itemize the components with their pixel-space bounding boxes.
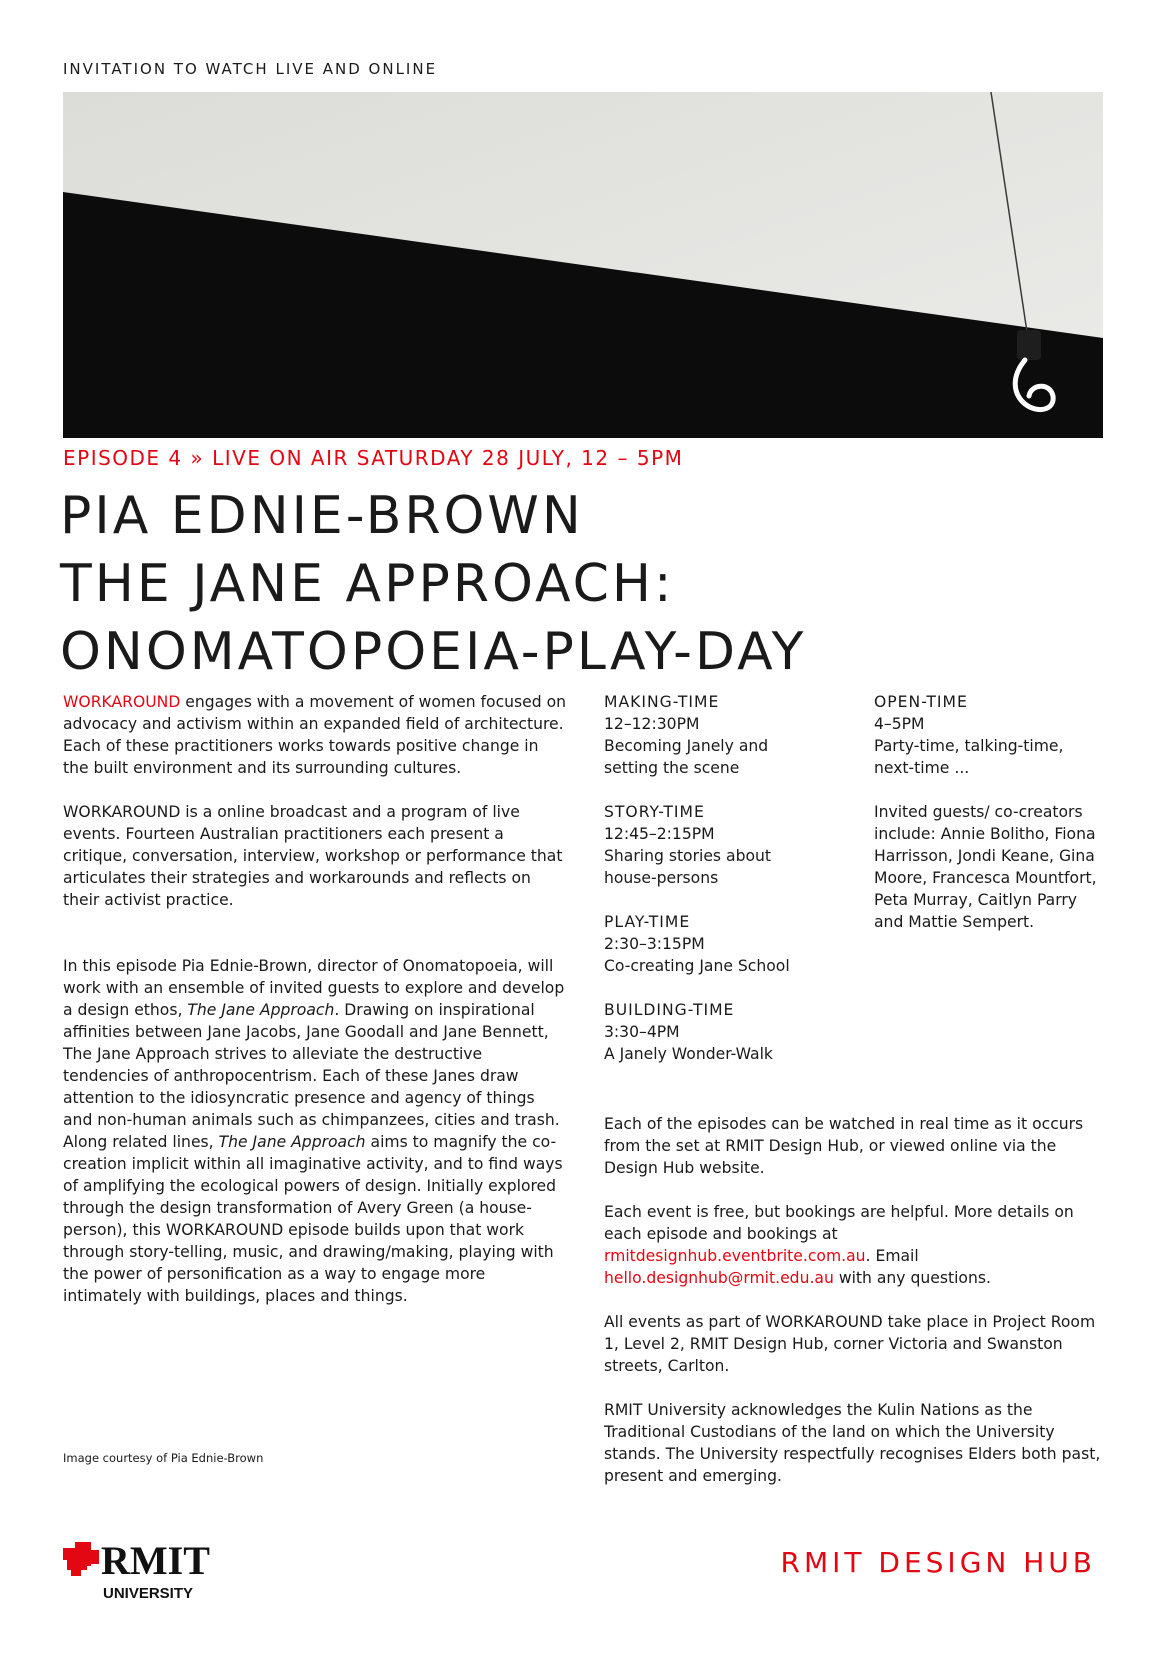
schedule-label: MAKING-TIME	[604, 693, 720, 711]
headline-line: PIA EDNIE-BROWN	[60, 486, 584, 546]
schedule-desc: Co-creating Jane School	[604, 957, 790, 975]
episode-line: EPISODE 4 » LIVE ON AIR SATURDAY 28 JULY, 12 – 5PM	[63, 446, 684, 470]
headline	[60, 482, 806, 686]
schedule-desc: A Janely Wonder-Walk	[604, 1045, 773, 1063]
headline-line: ONOMATOPOEIA-PLAY-DAY	[60, 622, 807, 682]
intro-paragraph: WORKAROUND engages with a movement of women focused on advocacy and activism within an expanded field of architecture. Each of these practitioners works towards positive change in the built environment and its surrounding cultures.	[63, 693, 567, 777]
acknowledgement: RMIT University acknowledges the Kulin Nations as the Traditional Custodians of the land on which the University stands. The University respectfully recognises Elders both past, present and emerging.	[604, 1401, 1101, 1485]
schedule-column	[604, 691, 864, 1087]
schedule-label: OPEN-TIME	[874, 693, 968, 711]
schedule-item	[604, 999, 864, 1065]
schedule-item	[604, 911, 864, 977]
logo-wordmark: RMIT	[101, 1538, 210, 1583]
rmit-logo	[63, 1538, 243, 1604]
schedule-desc: Party-time, talking-time, next-time ...	[874, 737, 1064, 777]
schedule-label: PLAY-TIME	[604, 913, 691, 931]
logo-subtitle: UNIVERSITY	[103, 1585, 194, 1602]
schedule-label: BUILDING-TIME	[604, 1001, 735, 1019]
schedule-time: 2:30–3:15PM	[604, 935, 705, 953]
schedule-item	[604, 801, 864, 889]
episode-paragraph: In this episode Pia Ednie-Brown, director of Onomatopoeia, will work with an ensemble of invited guests to explore and develop a design ethos, The Jane Approach. Drawing on inspirational affinities between Jane Jacobs, Jane Goodall and Jane Bennett, The Jane Approach strives to alleviate the destructive tendencies of anthropocentrism. Each of these Janes draw attention to the idiosyncratic presence and agency of things and non-human animals such as chimpanzees, cities and trash. Along related lines, The Jane Approach aims to magnify the co-creation implicit within all imaginative activity, and to find ways of amplifying the ecological powers of design. Initially explored through the design transformation of Avery Green (a house-person), this WORKAROUND episode builds upon that work through story-telling, music, and drawing/making, playing with the power of personification as a way to engage more intimately with buildings, places and things.	[63, 957, 565, 1305]
schedule-time: 4–5PM	[874, 715, 925, 733]
invitation-kicker: INVITATION TO WATCH LIVE AND ONLINE	[63, 60, 438, 78]
program-paragraph: WORKAROUND is a online broadcast and a program of live events. Fourteen Australian practitioners each present a critique, conversation, interview, workshop or performance that articulates their strategies and workarounds and reflects on their activist practice.	[63, 803, 563, 909]
booking-info: Each event is free, but bookings are helpful. More details on each episode and bookings at rmitdesignhub.eventbrite.com.au. Email hello.designhub@rmit.edu.au with any questions.	[604, 1203, 1074, 1287]
headline-line: THE JANE APPROACH:	[60, 554, 675, 614]
image-credit: Image courtesy of Pia Ednie-Brown	[63, 1451, 264, 1465]
email-link[interactable]: hello.designhub@rmit.edu.au	[604, 1269, 834, 1287]
schedule-item	[874, 691, 1114, 779]
schedule-time: 12:45–2:15PM	[604, 825, 715, 843]
body-column	[63, 691, 568, 1329]
open-time-column	[874, 691, 1114, 955]
info-column	[604, 1113, 1104, 1509]
guests-list: Invited guests/ co-creators include: Annie Bolitho, Fiona Harrisson, Jondi Keane, Gina Moore, Francesca Mountfort, Peta Murray, Caitlyn Parry and Mattie Sempert.	[874, 803, 1097, 931]
schedule-desc: Becoming Janely and setting the scene	[604, 737, 769, 777]
workaround-highlight: WORKAROUND	[63, 693, 181, 711]
design-hub-wordmark: RMIT DESIGN HUB	[780, 1546, 1096, 1579]
schedule-time: 12–12:30PM	[604, 715, 700, 733]
watch-info: Each of the episodes can be watched in real time as it occurs from the set at RMIT Design Hub, or viewed online via the Design Hub website.	[604, 1115, 1084, 1177]
venue-info: All events as part of WORKAROUND take place in Project Room 1, Level 2, RMIT Design Hub, corner Victoria and Swanston streets, Carlton.	[604, 1313, 1096, 1375]
schedule-label: STORY-TIME	[604, 803, 705, 821]
schedule-item	[604, 691, 864, 779]
eventbrite-link[interactable]: rmitdesignhub.eventbrite.com.au	[604, 1247, 866, 1265]
schedule-time: 3:30–4PM	[604, 1023, 680, 1041]
schedule-desc: Sharing stories about house-persons	[604, 847, 772, 887]
hero-photo	[63, 92, 1103, 438]
rmit-pixel-icon	[63, 1542, 99, 1576]
